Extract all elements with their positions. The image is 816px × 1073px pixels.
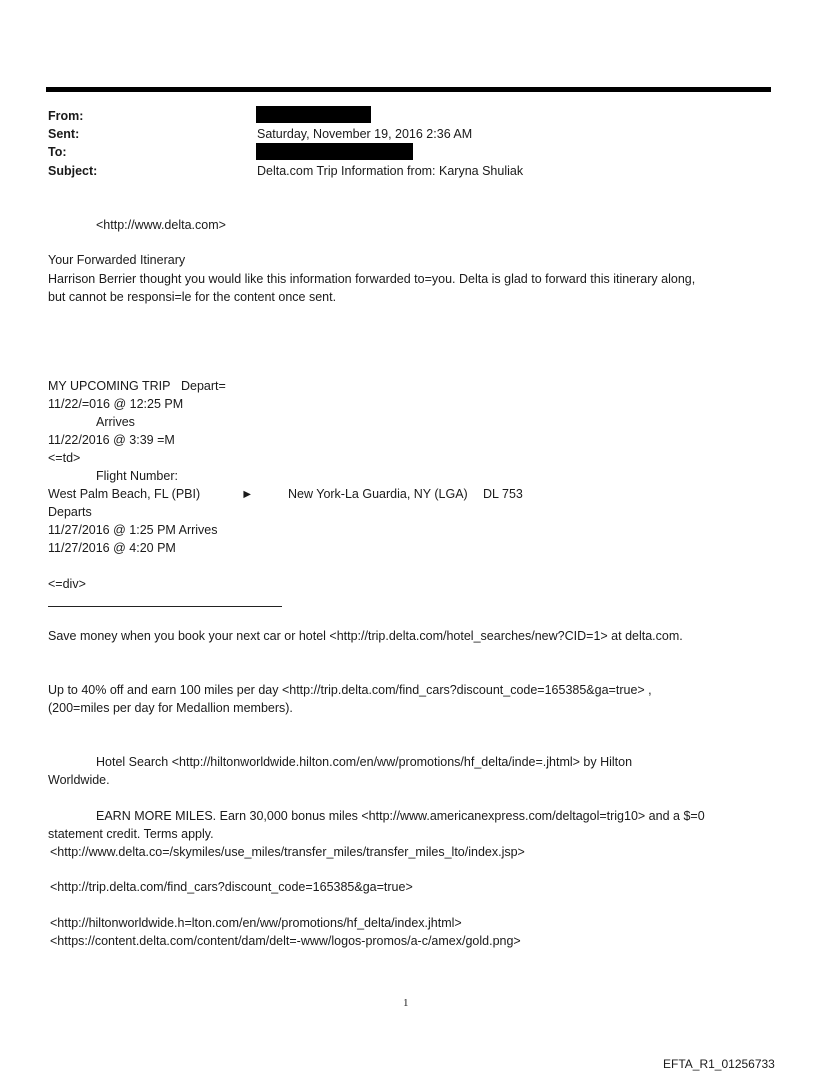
origin: West Palm Beach, FL (PBI) — [48, 487, 201, 501]
up-to-text-2: (200=miles per day for Medallion members). — [48, 701, 293, 715]
amex-logo-link[interactable]: <https://content.delta.com/content/dam/delt=-www/logos-promos/a-c/amex/gold.png> — [50, 934, 521, 948]
cars-link[interactable]: <http://trip.delta.com/find_cars?discount_code=165385&ga=true> — [50, 880, 413, 894]
trip-title: MY UPCOMING TRIP — [48, 379, 171, 393]
forwarded-title: Your Forwarded Itinerary — [48, 253, 186, 267]
destination: New York-La Guardia, NY (LGA) — [288, 487, 468, 501]
page-number: 1 — [403, 997, 409, 1009]
flight-number: DL 753 — [483, 487, 523, 501]
from-label: From: — [48, 109, 84, 123]
return-departs: 11/27/2016 @ 1:25 PM Arrives — [48, 523, 218, 537]
skymiles-link[interactable]: <http://www.delta.co=/skymiles/use_miles/transfer_miles/transfer_miles_lto/index.jsp> — [50, 845, 525, 859]
departs-label: Departs — [48, 505, 92, 519]
earn-miles-text-2: statement credit. Terms apply. — [48, 827, 214, 841]
header-rule — [46, 87, 771, 92]
forwarded-text-1: Harrison Berrier thought you would like this information forwarded to=you. Delta is glad to forward this itinerary along, — [48, 272, 696, 286]
arrow-icon: ► — [241, 487, 254, 501]
to-redaction — [256, 143, 413, 160]
earn-miles-text-1: EARN MORE MILES. Earn 30,000 bonus miles <http://www.americanexpress.com/deltagol=trig10> and a $=0 — [96, 809, 705, 823]
save-money-text: Save money when you book your next car or hotel <http://trip.delta.com/hotel_searches/new?CID=1> at delta.com. — [48, 629, 683, 643]
document-id: EFTA_R1_01256733 — [663, 1057, 775, 1071]
sent-value: Saturday, November 19, 2016 2:36 AM — [257, 127, 473, 141]
arrives-datetime: 11/22/2016 @ 3:39 =M — [48, 433, 175, 447]
subject-label: Subject: — [48, 164, 98, 178]
delta-link[interactable]: <http://www.delta.com> — [96, 218, 226, 232]
divider-line — [48, 606, 282, 607]
td-tag: <=td> — [48, 451, 81, 465]
sent-label: Sent: — [48, 127, 80, 141]
from-redaction — [256, 106, 371, 123]
hilton-link[interactable]: <http://hiltonworldwide.h=lton.com/en/ww/promotions/hf_delta/index.jhtml> — [50, 916, 462, 930]
hotel-search-text-2: Worldwide. — [48, 773, 110, 787]
depart-label: Depart= — [181, 379, 226, 393]
div-tag: <=div> — [48, 577, 86, 591]
forwarded-text-2: but cannot be responsi=le for the content once sent. — [48, 290, 337, 304]
up-to-text-1: Up to 40% off and earn 100 miles per day <http://trip.delta.com/find_cars?discount_code=165385&ga=true> , — [48, 683, 652, 697]
to-label: To: — [48, 145, 67, 159]
return-arrives: 11/27/2016 @ 4:20 PM — [48, 541, 176, 555]
subject-value: Delta.com Trip Information from: Karyna Shuliak — [257, 164, 524, 178]
arrives-label: Arrives — [96, 415, 135, 429]
flight-number-label: Flight Number: — [96, 469, 178, 483]
hotel-search-text-1: Hotel Search <http://hiltonworldwide.hilton.com/en/ww/promotions/hf_delta/inde=.jhtml> by Hilton — [96, 755, 633, 769]
depart-datetime: 11/22/=016 @ 12:25 PM — [48, 397, 184, 411]
